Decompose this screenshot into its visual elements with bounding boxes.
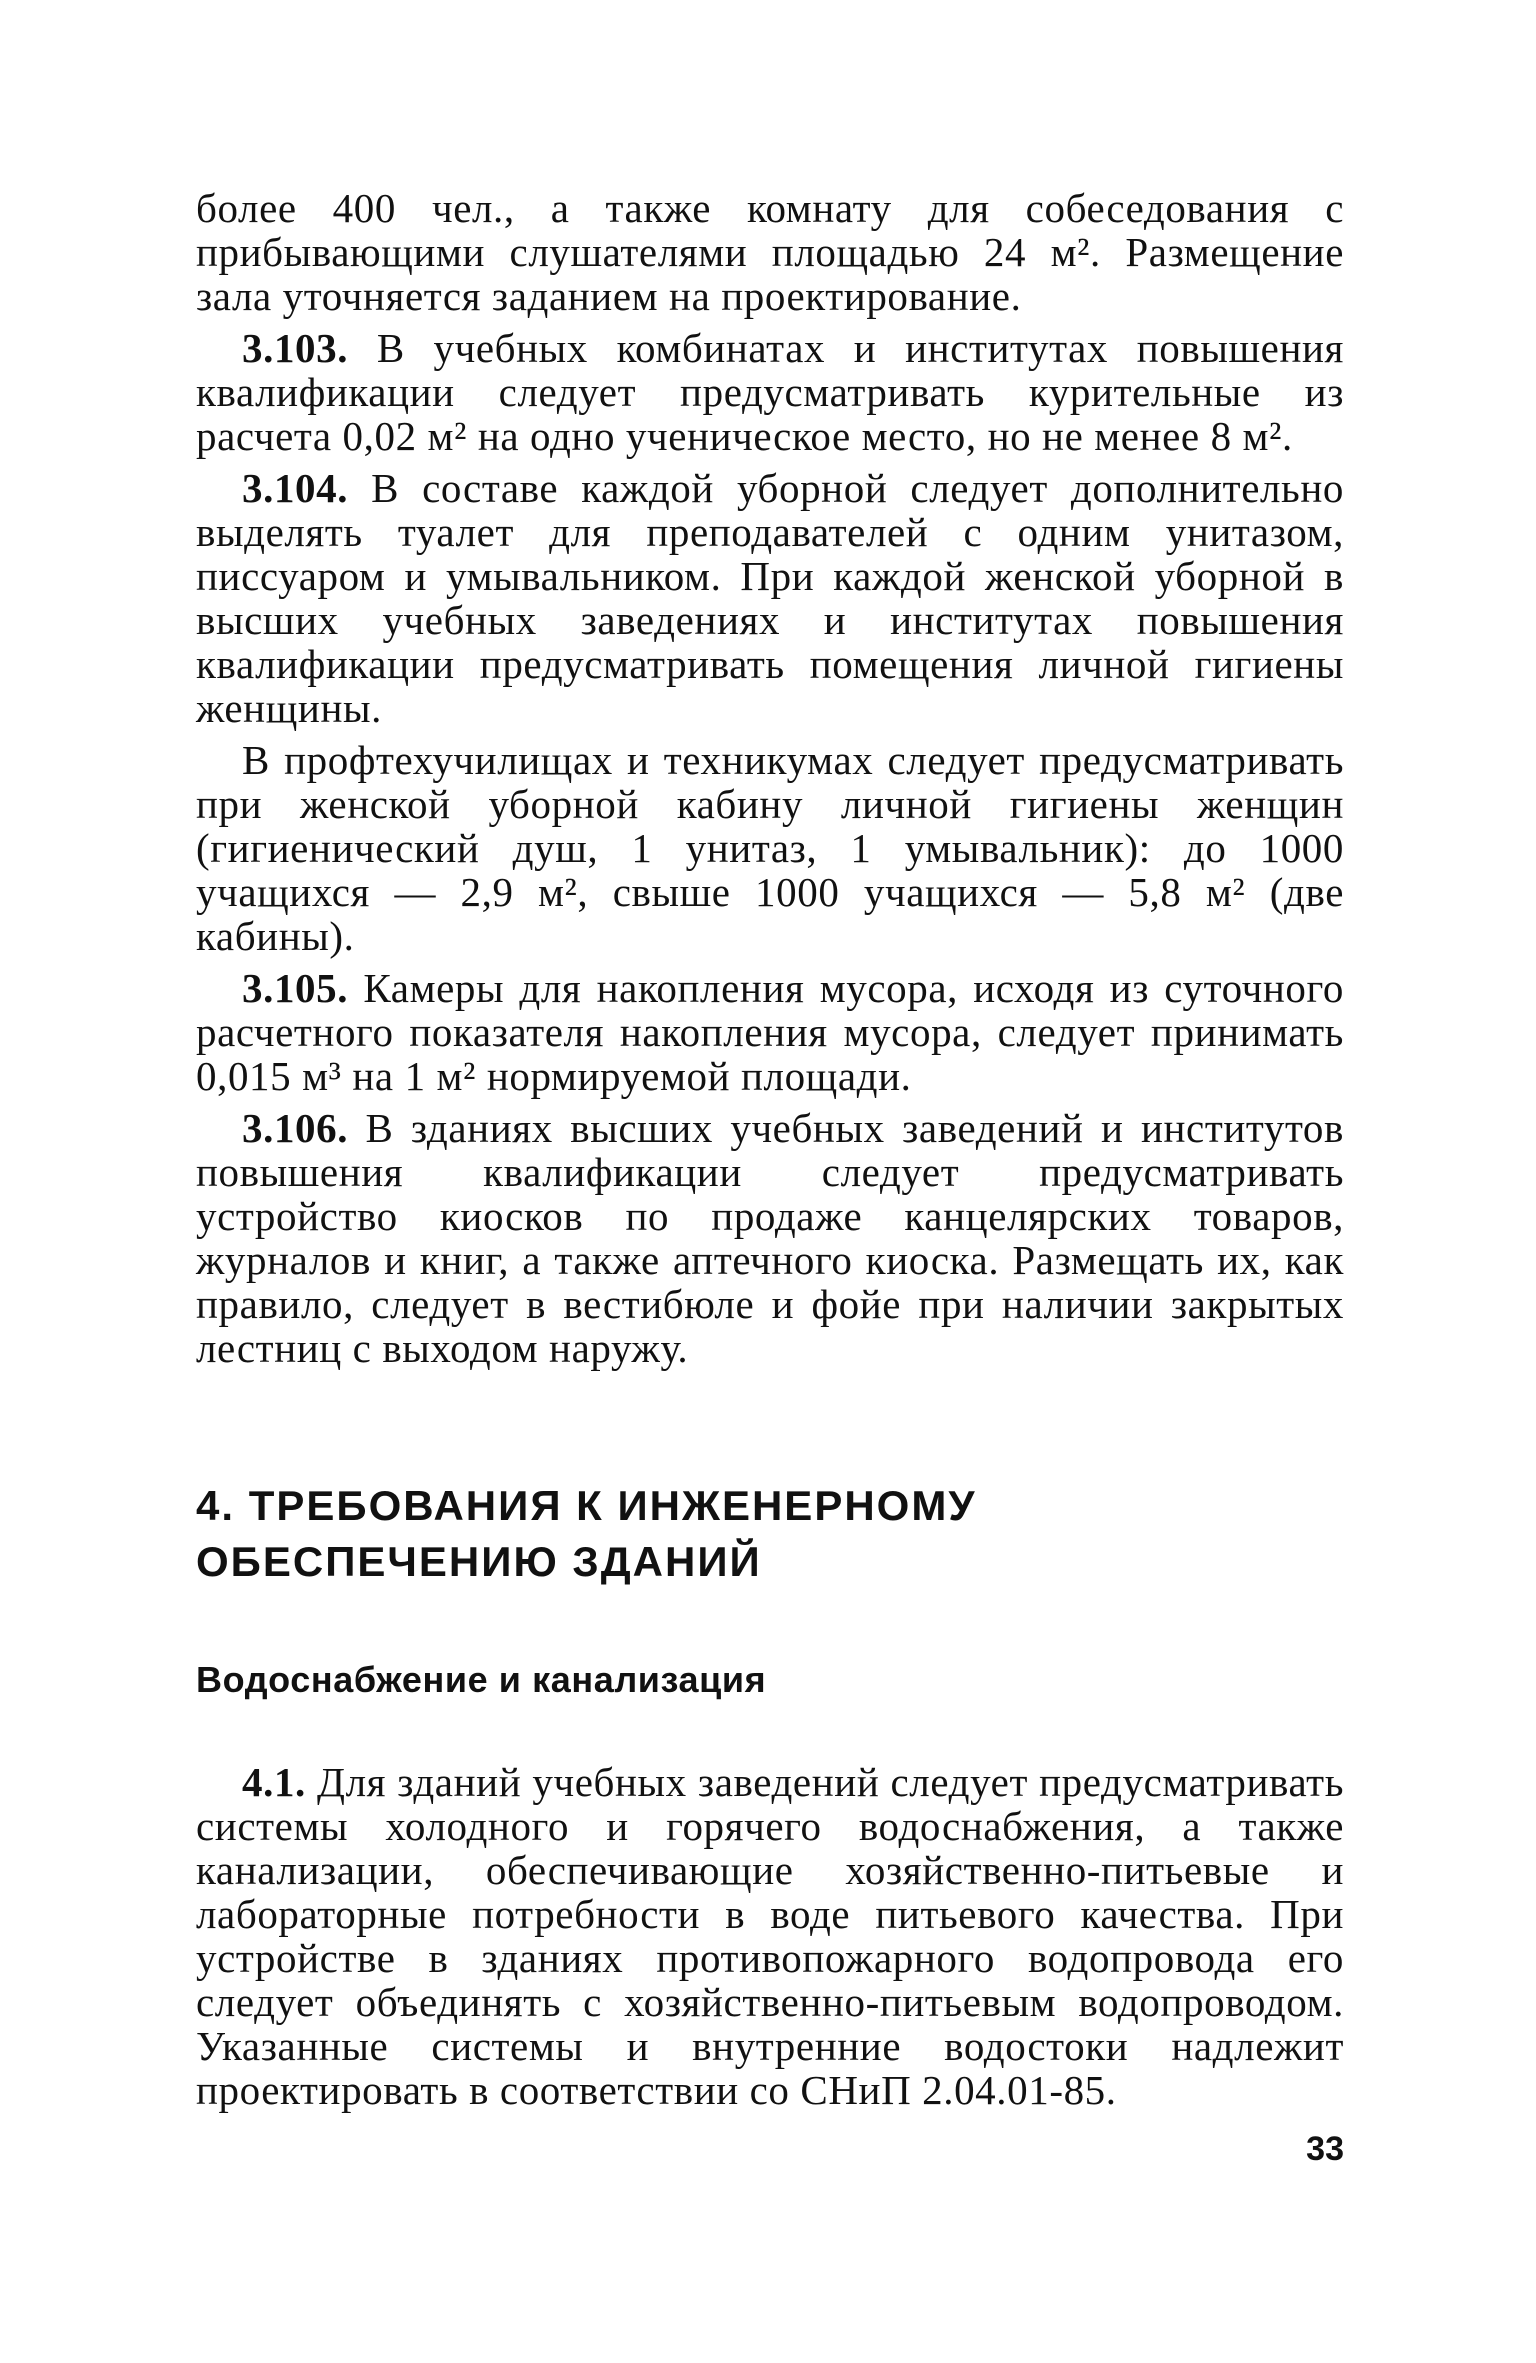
clause-number: 3.104. (242, 465, 349, 511)
section-heading-line-1: 4. ТРЕБОВАНИЯ К ИНЖЕНЕРНОМУ (196, 1482, 977, 1529)
clause-3-104 (196, 466, 1344, 730)
clause-number: 4.1. (242, 1759, 306, 1805)
clause-number: 3.103. (242, 325, 349, 371)
clause-3-106 (196, 1106, 1344, 1370)
clause-number: 3.106. (242, 1105, 349, 1151)
section-heading (196, 1478, 1344, 1590)
paragraph-text: В составе каждой уборной следует дополнительно выделять туалет для преподавателей с одним унитазом, писсуаром и умывальником. При каждой женской уборной в высших учебных заведениях и институтах повышения квалификации предусматривать помещения личной гигиены женщины. (196, 465, 1344, 731)
paragraph-text: Для зданий учебных заведений следует предусматривать системы холодного и горячего водоснабжения, а также канализации, обеспечивающие хозяйственно-питьевые и лабораторные потребности в воде питьевого качества. При устройстве в зданиях противопожарного водопровода его следует объединять с хозяйственно-питьевым водопроводом. Указанные системы и внутренние водостоки надлежит проектировать в соответствии со СНиП 2.04.01-85. (196, 1759, 1344, 2113)
clause-number: 3.105. (242, 965, 349, 1011)
paragraph-text: В зданиях высших учебных заведений и институтов повышения квалификации следует предусматривать устройство киосков по продаже канцелярских товаров, журналов и книг, а также аптечного киоска. Размещать их, как правило, следует в вестибюле и фойе при наличии закрытых лестниц с выходом наружу. (196, 1105, 1344, 1371)
paragraph-text: Камеры для накопления мусора, исходя из суточного расчетного показателя накопления мусора, следует принимать 0,015 м³ на 1 м² нормируемой площади. (196, 965, 1344, 1099)
clause-3-103 (196, 326, 1344, 458)
subsection-heading: Водоснабжение и канализация (196, 1659, 767, 1700)
paragraph-text: В учебных комбинатах и институтах повышения квалификации следует предусматривать курительные из расчета 0,02 м² на одно ученическое место, но не менее 8 м². (196, 325, 1344, 459)
paragraph-vocational-schools (196, 738, 1344, 958)
paragraph-continuation (196, 186, 1344, 318)
paragraph-text: более 400 чел., а также комнату для собеседования с прибывающими слушателями площадью 24 м². Размещение зала уточняется заданием на проектирование. (196, 185, 1344, 319)
document-page (196, 186, 1344, 2112)
section-heading-line-2: ОБЕСПЕЧЕНИЮ ЗДАНИЙ (196, 1538, 762, 1585)
paragraph-text: В профтехучилищах и техникумах следует предусматривать при женской уборной кабину личной гигиены женщин (гигиенический душ, 1 унитаз, 1 умывальник): до 1000 учащихся — 2,9 м², свыше 1000 учащихся — 5,8 м² (две кабины). (196, 737, 1344, 959)
clause-4-1 (196, 1760, 1344, 2112)
page-number: 33 (1306, 2130, 1344, 2168)
clause-3-105 (196, 966, 1344, 1098)
